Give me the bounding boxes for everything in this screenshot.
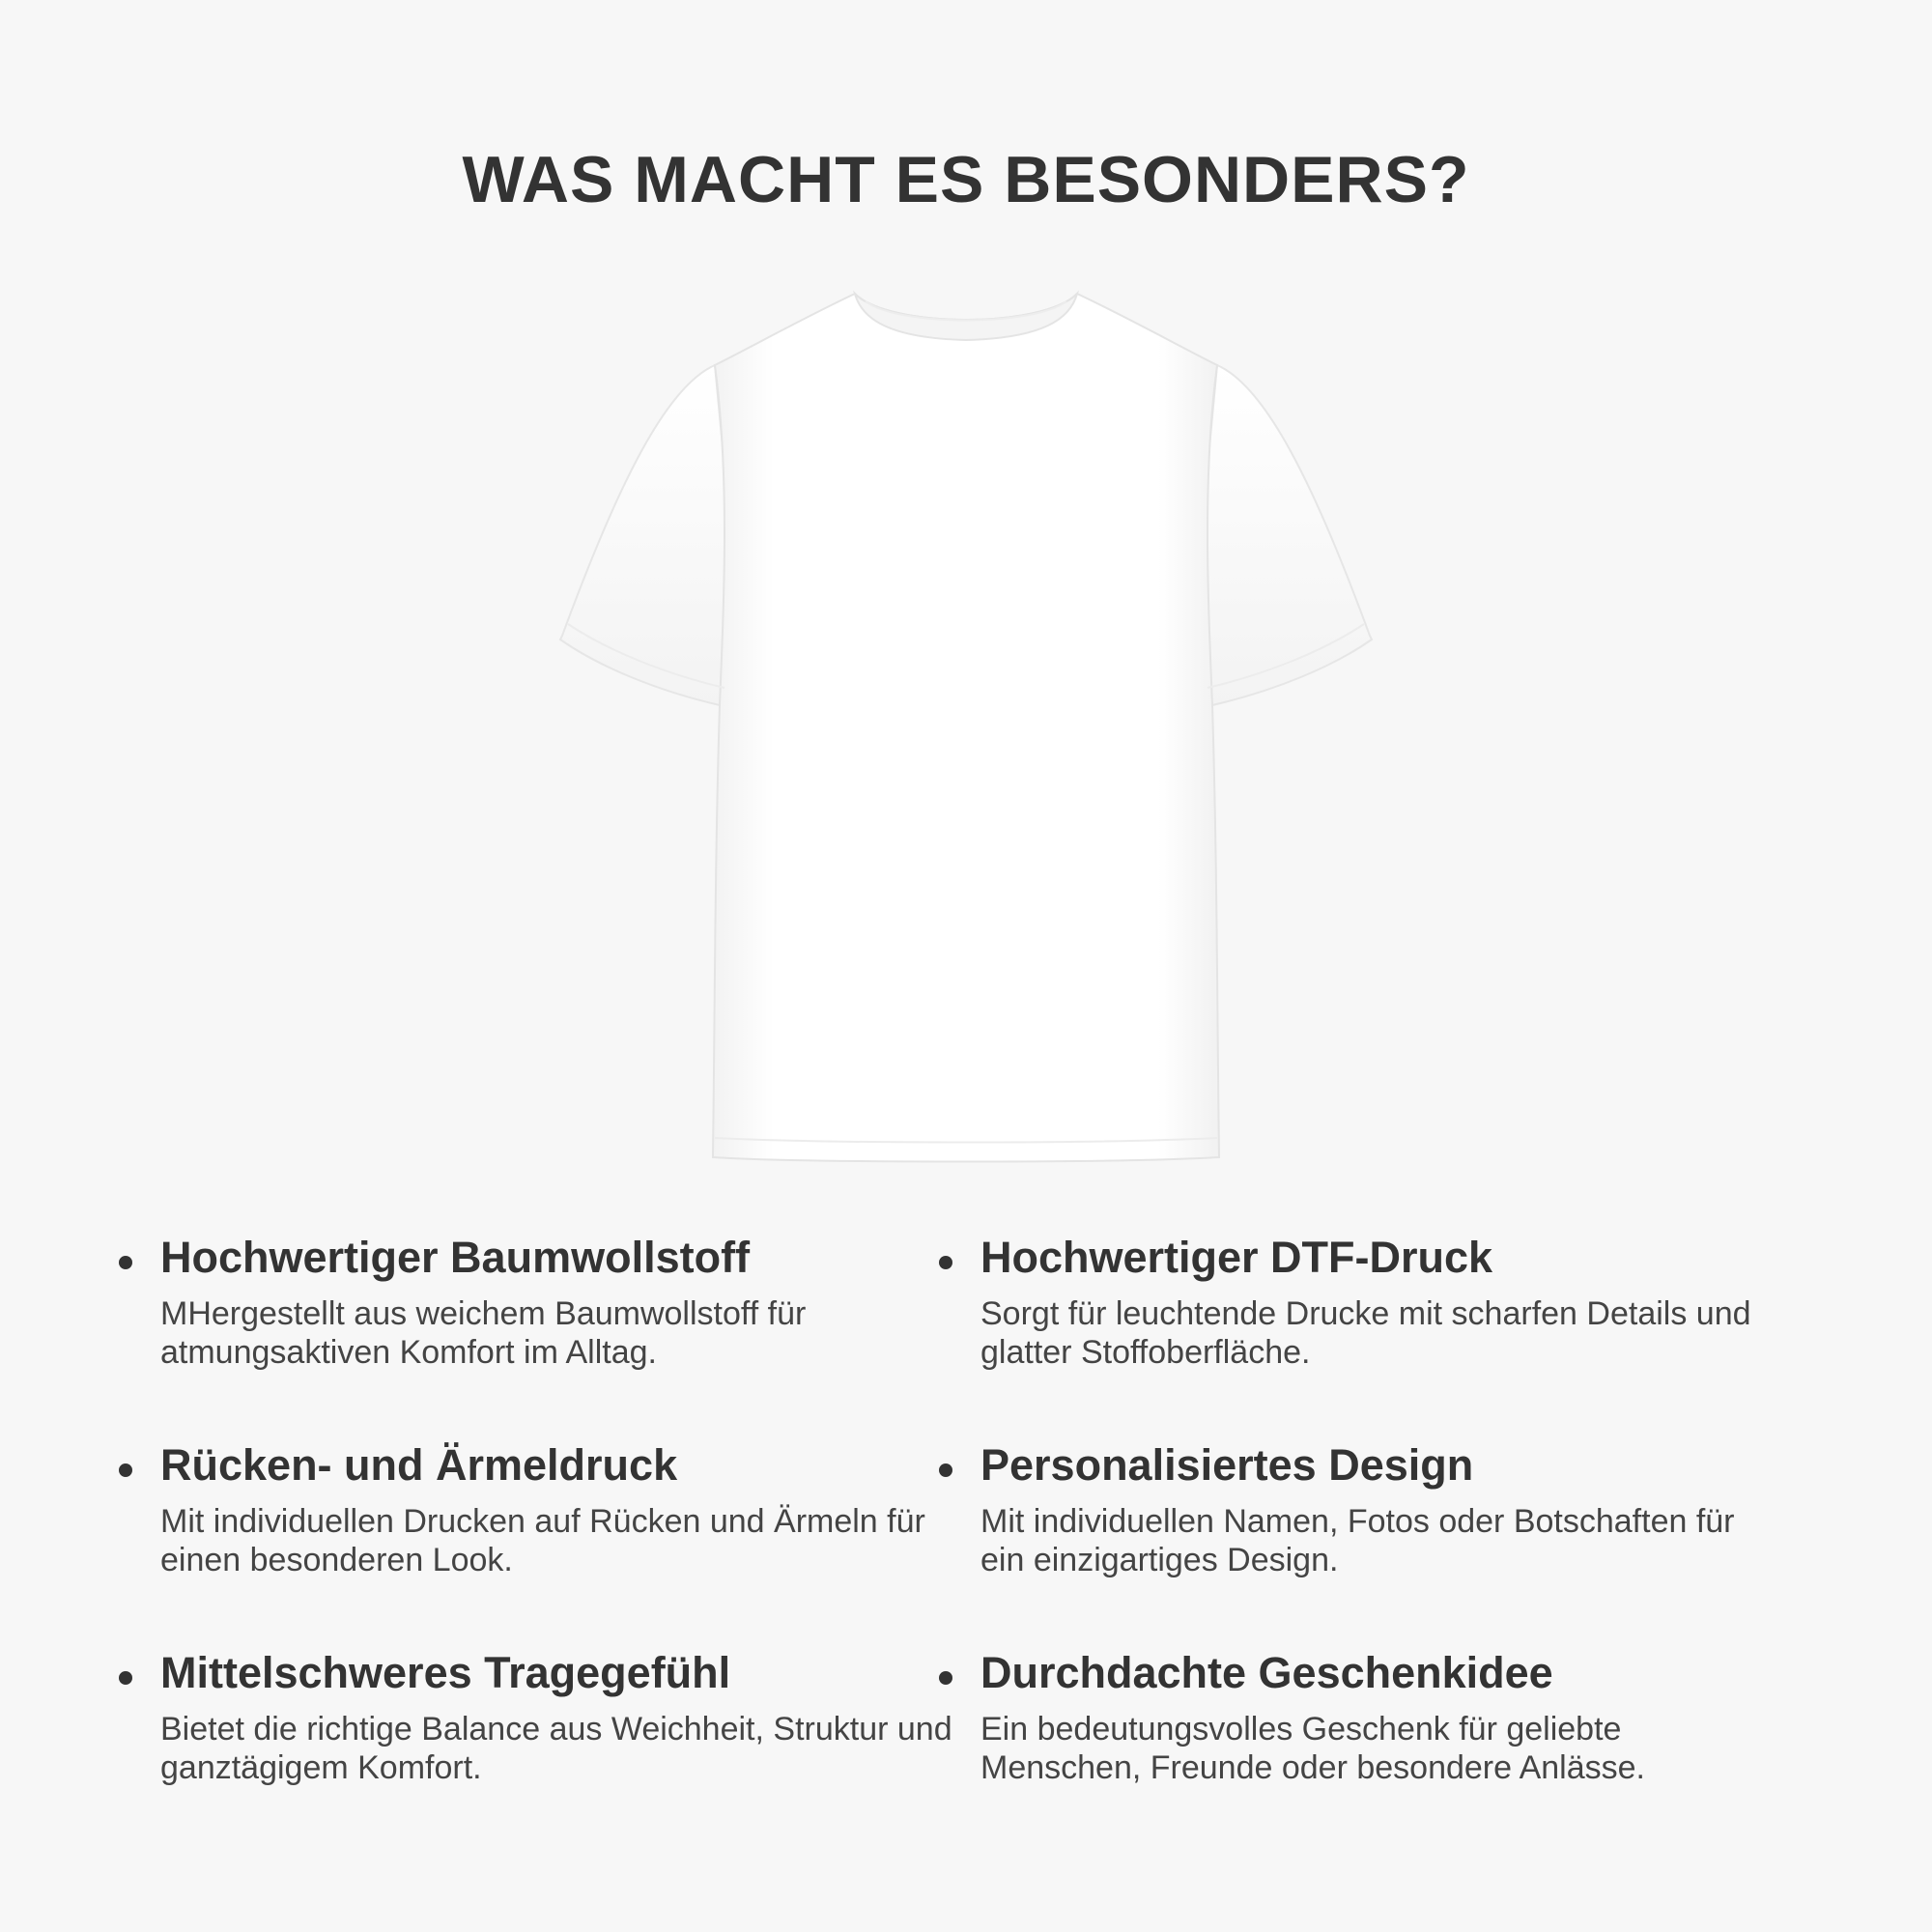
feature-description: Ein bedeutungsvolles Geschenk für geliebte Menschen, Freunde oder besondere Anlässe. [980, 1711, 1646, 1786]
feature-title: Rücken- und Ärmeldruck [160, 1440, 678, 1490]
feature-title: Mittelschweres Tragegefühl [160, 1648, 731, 1697]
bullet-icon [119, 1256, 132, 1269]
feature-description: Mit individuellen Namen, Fotos oder Botschaften für ein einzigartiges Design. [980, 1503, 1735, 1578]
feature-title: Hochwertiger DTF-Druck [980, 1233, 1493, 1282]
page-title: WAS MACHT ES BESONDERS? [462, 143, 1470, 216]
feature-item [980, 1644, 1773, 1787]
feature-title: Personalisiertes Design [980, 1440, 1474, 1490]
feature-item [160, 1229, 952, 1372]
bullet-icon [939, 1256, 952, 1269]
feature-item [160, 1644, 952, 1787]
feature-item [160, 1436, 952, 1579]
bullet-icon [119, 1671, 132, 1685]
feature-description: MHergestellt aus weichem Baumwollstoff für atmungsaktiven Komfort im Alltag. [160, 1295, 807, 1371]
feature-description: Sorgt für leuchtende Drucke mit scharfen Details und glatter Stoffoberfläche. [980, 1295, 1751, 1371]
feature-item [980, 1229, 1773, 1372]
feature-item [980, 1436, 1773, 1579]
bullet-icon [939, 1671, 952, 1685]
feature-title: Durchdachte Geschenkidee [980, 1648, 1553, 1697]
feature-description: Bietet die richtige Balance aus Weichheit, Struktur und ganztägigem Komfort. [160, 1711, 952, 1786]
feature-title: Hochwertiger Baumwollstoff [160, 1233, 751, 1282]
feature-description: Mit individuellen Drucken auf Rücken und Ärmeln für einen besonderen Look. [160, 1503, 925, 1578]
bullet-icon [119, 1463, 132, 1477]
bullet-icon [939, 1463, 952, 1477]
